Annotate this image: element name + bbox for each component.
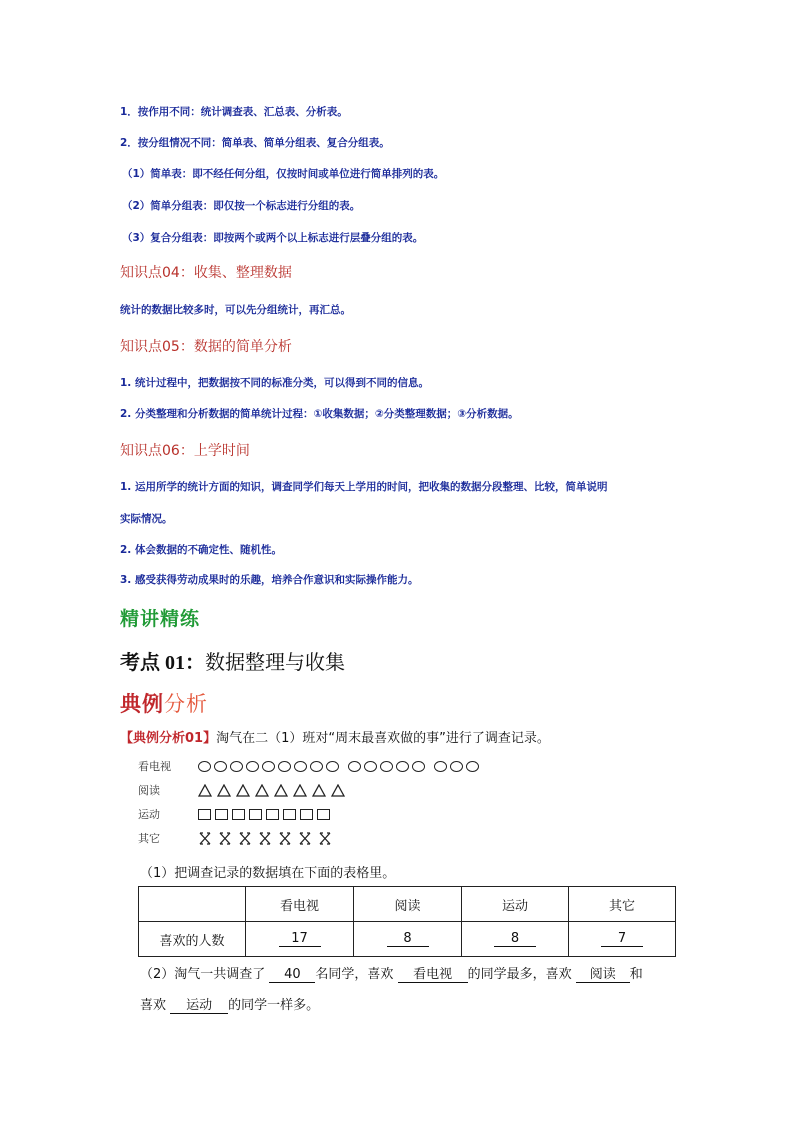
example-analysis-light: 分析 bbox=[164, 692, 208, 716]
tally-circle bbox=[230, 761, 243, 772]
table-header-cell: 阅读 bbox=[354, 887, 462, 922]
knowledge-heading-04: 知识点04：收集、整理数据 bbox=[120, 265, 292, 281]
record-label: 运动 bbox=[138, 808, 160, 821]
table-row-label: 喜欢的人数 bbox=[139, 922, 246, 957]
tally-circle bbox=[310, 761, 323, 772]
tally-square bbox=[283, 809, 296, 820]
q2-text: 的同学一样多。 bbox=[228, 998, 320, 1013]
tally-triangle bbox=[331, 784, 345, 797]
table-cell bbox=[246, 922, 354, 957]
q2-text: 名同学，喜欢 bbox=[315, 967, 394, 982]
tally-circle bbox=[466, 761, 479, 772]
tally-cross bbox=[198, 832, 212, 845]
tally-circle bbox=[364, 761, 377, 772]
tally-triangle bbox=[198, 784, 212, 797]
answer-blank: 运动 bbox=[170, 998, 228, 1014]
table-cell bbox=[354, 922, 462, 957]
tally-square bbox=[232, 809, 245, 820]
tally-circle bbox=[348, 761, 361, 772]
kaodian-title: 数据整理与收集 bbox=[205, 650, 345, 674]
text-line: （1）简单表：即不经任何分组，仅按时间或单位进行简单排列的表。 bbox=[122, 168, 445, 180]
text-line: 2. 分类整理和分析数据的简单统计过程：①收集数据；②分类整理数据；③分析数据。 bbox=[120, 408, 519, 420]
survey-record bbox=[138, 755, 578, 851]
record-label: 阅读 bbox=[138, 784, 160, 797]
example-analysis-dark: 典例 bbox=[120, 691, 164, 716]
record-shapes bbox=[198, 832, 338, 845]
q2-text: 喜欢 bbox=[140, 998, 167, 1013]
text-line: 1．按作用不同：统计调查表、汇总表、分析表。 bbox=[120, 106, 348, 118]
q2-text: 的同学最多，喜欢 bbox=[467, 967, 572, 982]
answer-blank: 40 bbox=[269, 967, 315, 983]
tally-circle bbox=[326, 761, 339, 772]
knowledge-heading-06: 知识点06：上学时间 bbox=[120, 443, 250, 459]
tally-cross bbox=[318, 832, 332, 845]
table-cell bbox=[569, 922, 676, 957]
example-text: 淘气在二（1）班对“周末最喜欢做的事”进行了调查记录。 bbox=[216, 731, 550, 746]
tally-triangle bbox=[274, 784, 288, 797]
tally-cross bbox=[278, 832, 292, 845]
tally-square bbox=[215, 809, 228, 820]
tally-cross bbox=[238, 832, 252, 845]
record-shapes bbox=[198, 784, 350, 797]
tally-cross bbox=[298, 832, 312, 845]
tally-circle bbox=[434, 761, 447, 772]
question-2-line-2 bbox=[140, 997, 319, 1015]
section-title: 精讲精练 bbox=[120, 608, 201, 630]
tally-cross bbox=[258, 832, 272, 845]
text-line: 实际情况。 bbox=[120, 513, 173, 525]
kaodian-heading bbox=[120, 646, 345, 675]
answer-value: 8 bbox=[494, 931, 536, 947]
tally-cross bbox=[218, 832, 232, 845]
q2-text: 和 bbox=[629, 967, 643, 982]
question-1: （1）把调查记录的数据填在下面的表格里。 bbox=[140, 866, 396, 881]
tally-circle bbox=[450, 761, 463, 772]
record-shapes bbox=[198, 761, 482, 772]
kaodian-prefix: 考点 01： bbox=[120, 652, 205, 674]
table-row bbox=[139, 922, 676, 957]
table-header-row bbox=[139, 887, 676, 922]
answer-blank: 看电视 bbox=[398, 967, 468, 983]
text-line: 3. 感受获得劳动成果时的乐趣，培养合作意识和实际操作能力。 bbox=[120, 574, 419, 586]
tally-triangle bbox=[217, 784, 231, 797]
example-intro bbox=[120, 727, 550, 746]
text-line: 1. 统计过程中，把数据按不同的标准分类，可以得到不同的信息。 bbox=[120, 377, 429, 389]
answer-value: 17 bbox=[279, 931, 321, 947]
tally-circle bbox=[380, 761, 393, 772]
tally-circle bbox=[214, 761, 227, 772]
table-header-cell: 运动 bbox=[462, 887, 569, 922]
record-shapes bbox=[198, 809, 334, 820]
tally-circle bbox=[412, 761, 425, 772]
text-line: （3）复合分组表：即按两个或两个以上标志进行层叠分组的表。 bbox=[122, 232, 424, 244]
tally-circle bbox=[262, 761, 275, 772]
record-row-sport bbox=[138, 803, 334, 825]
tally-circle bbox=[294, 761, 307, 772]
tally-triangle bbox=[236, 784, 250, 797]
example-analysis-title bbox=[120, 688, 208, 718]
table-corner-cell bbox=[139, 887, 246, 922]
record-row-tv bbox=[138, 755, 482, 777]
answer-value: 7 bbox=[601, 931, 643, 947]
tally-triangle bbox=[312, 784, 326, 797]
record-label: 其它 bbox=[138, 832, 160, 845]
text-line: 2. 体会数据的不确定性、随机性。 bbox=[120, 544, 282, 556]
table-header-cell: 看电视 bbox=[246, 887, 354, 922]
text-line: 2．按分组情况不同：简单表、简单分组表、复合分组表。 bbox=[120, 137, 390, 149]
table-header-cell: 其它 bbox=[569, 887, 676, 922]
tally-square bbox=[317, 809, 330, 820]
text-line: 1. 运用所学的统计方面的知识，调查同学们每天上学用的时间，把收集的数据分段整理、比较，简单说明 bbox=[120, 481, 608, 493]
q2-text: （2）淘气一共调查了 bbox=[140, 967, 266, 982]
tally-circle bbox=[396, 761, 409, 772]
question-2-line-1 bbox=[140, 966, 643, 984]
tally-triangle bbox=[293, 784, 307, 797]
data-table bbox=[138, 886, 676, 957]
tally-square bbox=[266, 809, 279, 820]
example-tag: 【典例分析01】 bbox=[120, 731, 217, 746]
record-label: 看电视 bbox=[138, 760, 171, 773]
tally-circle bbox=[278, 761, 291, 772]
record-row-reading bbox=[138, 779, 350, 801]
answer-value: 8 bbox=[387, 931, 429, 947]
text-line: （2）简单分组表：即仅按一个标志进行分组的表。 bbox=[122, 200, 361, 212]
answer-blank: 阅读 bbox=[576, 967, 630, 983]
table-cell bbox=[462, 922, 569, 957]
tally-square bbox=[198, 809, 211, 820]
tally-circle bbox=[246, 761, 259, 772]
text-line: 统计的数据比较多时，可以先分组统计，再汇总。 bbox=[120, 304, 351, 316]
knowledge-heading-05: 知识点05：数据的简单分析 bbox=[120, 339, 292, 355]
record-row-other bbox=[138, 827, 338, 849]
tally-triangle bbox=[255, 784, 269, 797]
tally-circle bbox=[198, 761, 211, 772]
tally-square bbox=[249, 809, 262, 820]
tally-square bbox=[300, 809, 313, 820]
